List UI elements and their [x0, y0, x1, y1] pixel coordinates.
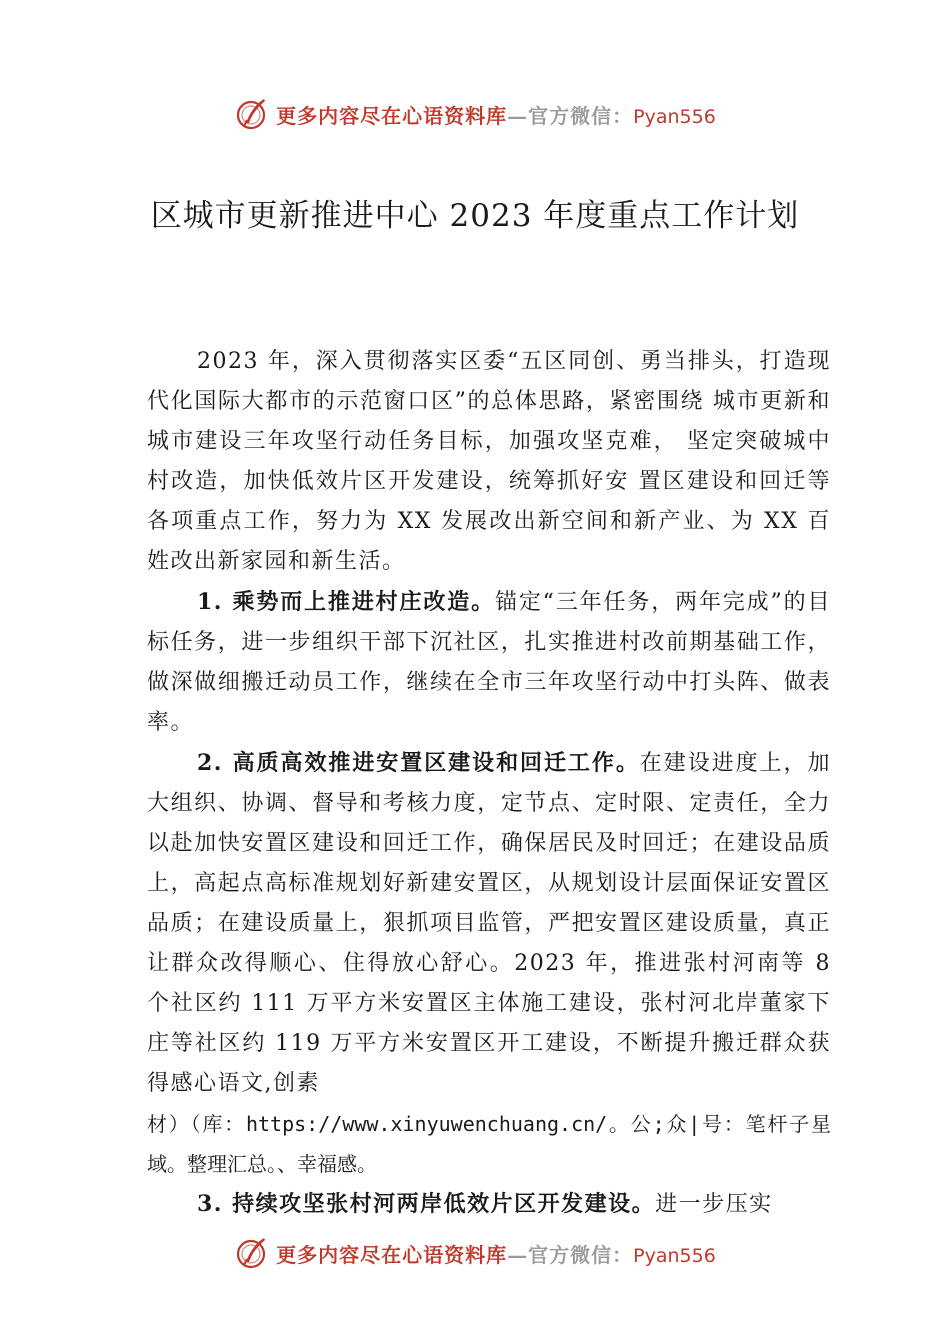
quill-logo-icon [234, 1235, 270, 1271]
banner-brand: 更多内容尽在心语资料库 [276, 1242, 508, 1267]
source-reference-line: 材）（库：https://www.xinyuwenchuang.cn/。公;众|号：笔杆子星域。整理汇总。、幸福感。 [147, 1112, 831, 1176]
banner-separator: —官方微信： [507, 103, 634, 128]
item-2-heading: 2. 高质高效推进安置区建设和回迁工作。 [197, 750, 640, 776]
item-3-text: 进一步压实 [655, 1192, 773, 1217]
item-1-paragraph [147, 582, 831, 743]
footer-banner [0, 1233, 950, 1273]
banner-text [276, 100, 716, 129]
banner-account: Pyan556 [633, 1244, 716, 1267]
document-title: 区城市更新推进中心 2023 年度重点工作计划 [150, 198, 800, 234]
item-1-heading: 1. 乘势而上推进村庄改造。 [197, 589, 495, 615]
item-3-heading: 3. 持续攻坚张村河两岸低效片区开发建设。 [197, 1191, 656, 1217]
quill-logo-icon [234, 96, 270, 132]
document-body [147, 342, 831, 1225]
item-2-text: 在建设进度上，加大组织、协调、督导和考核力度，定节点、定时限、定责任，全力以赴加快安置区建设和回迁工作，确保居民及时回迁；在建设品质上，高起点高标准规划好新建安置区，从规划设计层面保证安置区品质；在建设质量上，狠抓项目监管，严把安置区建设质量，真正让群众改得顺心、住得放心舒心。2023 年，推进张村河南等 8 个社区约 111 万平方米安置区主体施工建设，张村河北岸董家下庄等社区约 119 万平方米安置区开工建设，不断提升搬迁群众获得感心语文,创素 [147, 751, 831, 1096]
banner-account: Pyan556 [633, 105, 716, 128]
item-1-text: 锚定“三年任务，两年完成”的目标任务，进一步组织干部下沉社区，扎实推进村改前期基础工作，做深做细搬迁动员工作，继续在全市三年攻坚行动中打头阵、做表率。 [147, 590, 831, 735]
banner-separator: —官方微信： [507, 1242, 634, 1267]
header-banner [0, 94, 950, 134]
item-3-paragraph [147, 1184, 831, 1225]
item-2-paragraph [147, 743, 831, 1104]
banner-text [276, 1239, 716, 1268]
banner-brand: 更多内容尽在心语资料库 [276, 103, 508, 128]
intro-paragraph: 2023 年，深入贯彻落实区委“五区同创、勇当排头，打造现代化国际大都市的示范窗口区”的总体思路，紧密围绕 城市更新和城市建设三年攻坚行动任务目标，加强攻坚克难， 坚定突破城中村改造，加快低效片区开发建设，统筹抓好安 置区建设和回迁等各项重点工作，努力为 XX 发展改出新空间和新产业、为 XX 百姓改出新家园和新生活。 [147, 349, 831, 574]
